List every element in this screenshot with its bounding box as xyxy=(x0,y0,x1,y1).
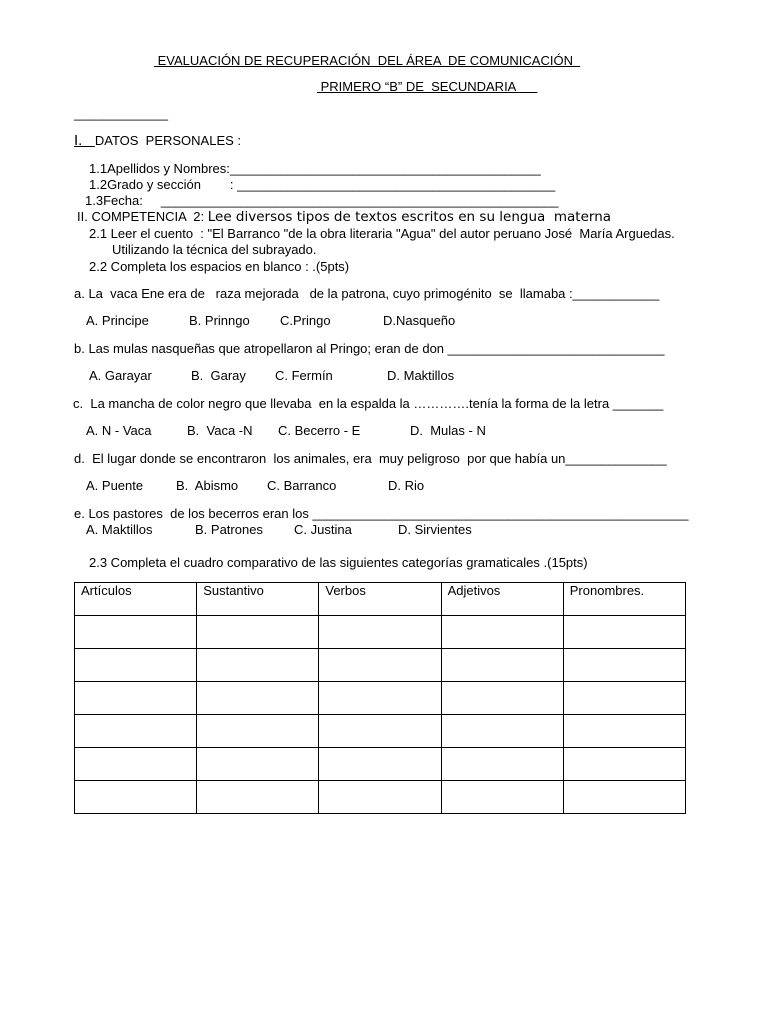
table-cell[interactable] xyxy=(563,715,685,748)
table-row xyxy=(75,781,686,814)
field-date: 1.3Fecha: _______________________________________________________ xyxy=(85,193,559,208)
option-a: A. Puente xyxy=(86,478,144,493)
table-cell[interactable] xyxy=(75,682,197,715)
question-e-options xyxy=(0,522,768,538)
table-cell[interactable] xyxy=(441,649,563,682)
table-cell[interactable] xyxy=(75,715,197,748)
table-cell[interactable] xyxy=(197,715,319,748)
table-cell[interactable] xyxy=(441,781,563,814)
question-b-options xyxy=(0,368,768,384)
option-b: B. Vaca -N xyxy=(187,423,253,438)
question-a-options xyxy=(0,313,768,329)
field-grade-section: 1.2Grado y sección : ____________________________________________ xyxy=(89,177,556,192)
table-cell[interactable] xyxy=(319,649,441,682)
title-line-1: EVALUACIÓN DE RECUPERACIÓN DEL ÁREA DE COMUNICACIÓN xyxy=(154,53,581,68)
table-cell[interactable] xyxy=(319,616,441,649)
header-pronombres: Pronombres. xyxy=(563,583,685,616)
table-cell[interactable] xyxy=(197,682,319,715)
item-2-3: 2.3 Completa el cuadro comparativo de las siguientes categorías gramaticales .(15pts) xyxy=(89,555,588,570)
table-cell[interactable] xyxy=(441,715,563,748)
table-cell[interactable] xyxy=(197,649,319,682)
grammar-comparison-table xyxy=(74,582,686,814)
question-c: c. La mancha de color negro que llevaba en la espalda la ………….tenía la forma de la letra _______ xyxy=(73,396,664,411)
table-cell[interactable] xyxy=(197,748,319,781)
question-d: d. El lugar donde se encontraron los animales, era muy peligroso por que había un______________ xyxy=(74,451,667,466)
question-c-options xyxy=(0,423,768,439)
table-row xyxy=(75,682,686,715)
header-sustantivo: Sustantivo xyxy=(197,583,319,616)
question-b: b. Las mulas nasqueñas que atropellaron al Pringo; eran de don ______________________________ xyxy=(74,341,665,356)
table-cell[interactable] xyxy=(75,616,197,649)
header-articulos: Artículos xyxy=(75,583,197,616)
table-header-row xyxy=(75,583,686,616)
table-cell[interactable] xyxy=(319,748,441,781)
table-cell[interactable] xyxy=(197,616,319,649)
table-cell[interactable] xyxy=(563,748,685,781)
item-2-2: 2.2 Completa los espacios en blanco : .(5pts) xyxy=(89,259,350,274)
table-row xyxy=(75,616,686,649)
section-2-heading xyxy=(77,209,611,225)
item-2-1-line-1: 2.1 Leer el cuento : "El Barranco "de la obra literaria "Agua" del autor peruano José María Arguedas. xyxy=(89,226,675,241)
option-c: C. Justina xyxy=(294,522,352,537)
title-line-2: PRIMERO “B” DE SECUNDARIA xyxy=(317,79,538,94)
table-cell[interactable] xyxy=(563,781,685,814)
header-adjetivos: Adjetivos xyxy=(441,583,563,616)
table-cell[interactable] xyxy=(319,715,441,748)
option-d: D. Mulas - N xyxy=(410,423,486,438)
option-a: A. Principe xyxy=(86,313,149,328)
option-c: C. Fermín xyxy=(275,368,333,383)
table-cell[interactable] xyxy=(563,682,685,715)
table-row xyxy=(75,715,686,748)
table-cell[interactable] xyxy=(441,682,563,715)
table-cell[interactable] xyxy=(441,616,563,649)
field-names: 1.1Apellidos y Nombres:___________________________________________ xyxy=(89,161,541,176)
question-a: a. La vaca Ene era de raza mejorada de la patrona, cuyo primogénito se llamaba :____________ xyxy=(74,286,660,301)
header-verbos: Verbos xyxy=(319,583,441,616)
option-c: C. Barranco xyxy=(267,478,337,493)
option-a: A. Garayar xyxy=(89,368,152,383)
section-1-label: DATOS PERSONALES : xyxy=(94,133,242,148)
option-a: A. Maktillos xyxy=(86,522,153,537)
section-2-prefix: II. COMPETENCIA 2: xyxy=(77,209,208,224)
table-cell[interactable] xyxy=(563,649,685,682)
option-b: B. Patrones xyxy=(195,522,263,537)
option-d: D.Nasqueño xyxy=(383,313,456,328)
question-d-options xyxy=(0,478,768,494)
question-e: e. Los pastores de los becerros eran los ____________________________________________________ xyxy=(74,506,689,521)
name-blank-line: _____________ xyxy=(74,106,168,121)
table-cell[interactable] xyxy=(75,748,197,781)
table-cell[interactable] xyxy=(75,781,197,814)
option-d: D. Maktillos xyxy=(387,368,455,383)
option-c: C. Becerro - E xyxy=(278,423,361,438)
option-d: D. Rio xyxy=(388,478,425,493)
option-d: D. Sirvientes xyxy=(398,522,472,537)
table-cell[interactable] xyxy=(563,616,685,649)
option-a: A. N - Vaca xyxy=(86,423,152,438)
table-cell[interactable] xyxy=(75,649,197,682)
table-cell[interactable] xyxy=(197,781,319,814)
item-2-1-line-2: Utilizando la técnica del subrayado. xyxy=(112,242,317,257)
table-cell[interactable] xyxy=(319,781,441,814)
option-b: B. Garay xyxy=(191,368,246,383)
competence-text: Lee diversos tipos de textos escritos en su lengua materna xyxy=(207,209,612,225)
option-b: B. Prinngo xyxy=(189,313,250,328)
table-cell[interactable] xyxy=(441,748,563,781)
table-row xyxy=(75,649,686,682)
section-1-heading xyxy=(74,133,241,149)
option-c: C.Pringo xyxy=(280,313,331,328)
option-b: B. Abismo xyxy=(176,478,239,493)
table-row xyxy=(75,748,686,781)
table-cell[interactable] xyxy=(319,682,441,715)
section-1-number: I. xyxy=(74,132,95,149)
